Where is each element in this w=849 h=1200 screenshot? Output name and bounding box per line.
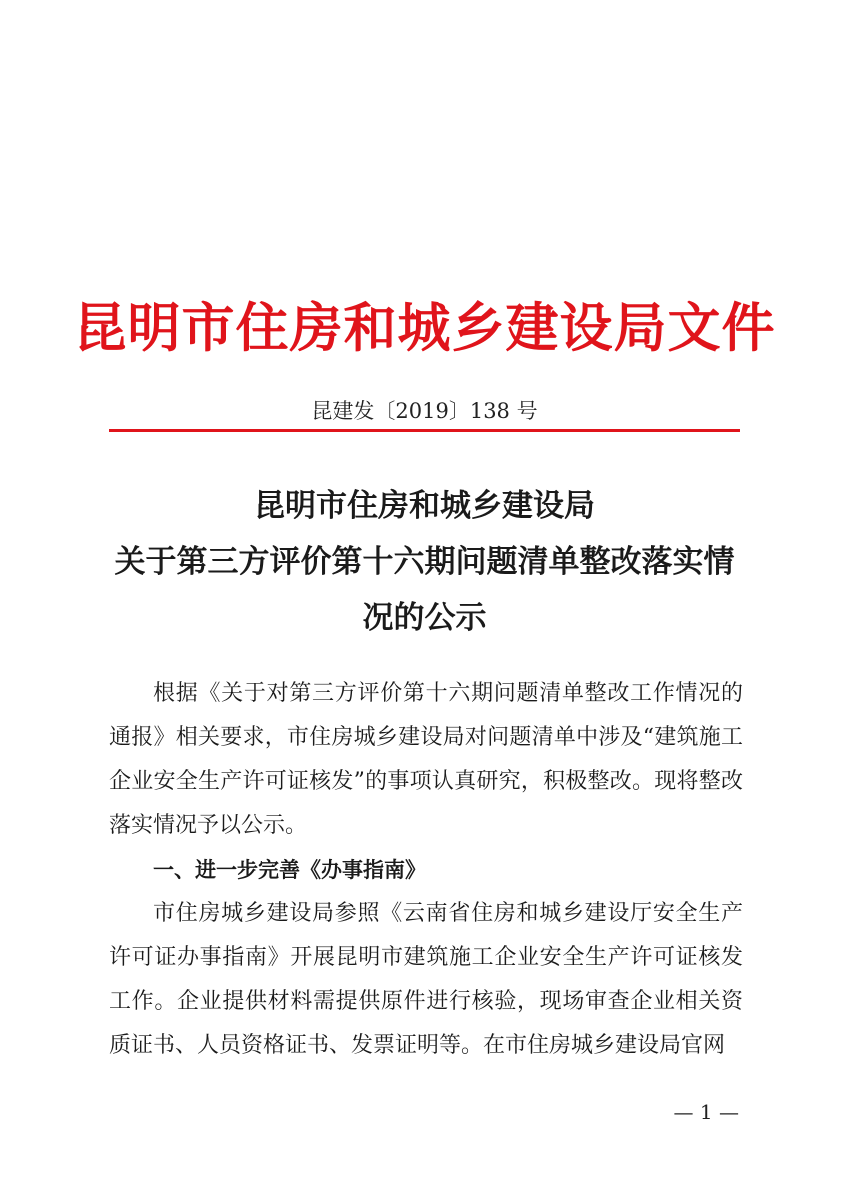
section-1-heading: 一、进一步完善《办事指南》	[153, 858, 426, 882]
intro-paragraph: 根据《关于对第三方评价第十六期问题清单整改工作情况的通报》相关要求，市住房城乡建设局对问题清单中涉及“建筑施工企业安全生产许可证核发”的事项认真研究，积极整改。现将整改落实情况予以公示。	[109, 681, 743, 838]
document-title	[100, 478, 749, 646]
title-line-2: 关于第三方评价第十六期问题清单整改落实情	[114, 544, 735, 580]
page-number: — 1 —	[673, 1100, 739, 1124]
section-1-paragraph: 市住房城乡建设局参照《云南省住房和城乡建设厅安全生产许可证办事指南》开展昆明市建筑施工企业安全生产许可证核发工作。企业提供材料需提供原件进行核验，现场审查企业相关资质证书、人员资格证书、发票证明等。在市住房城乡建设局官网	[109, 901, 743, 1058]
red-divider-line	[109, 429, 740, 432]
document-body	[109, 672, 743, 1068]
title-line-1: 昆明市住房和城乡建设局	[254, 488, 595, 524]
title-line-3: 况的公示	[362, 600, 487, 636]
masthead-title: 昆明市住房和城乡建设局文件	[73, 297, 776, 359]
document-number: 昆建发〔2019〕138 号	[311, 399, 538, 423]
